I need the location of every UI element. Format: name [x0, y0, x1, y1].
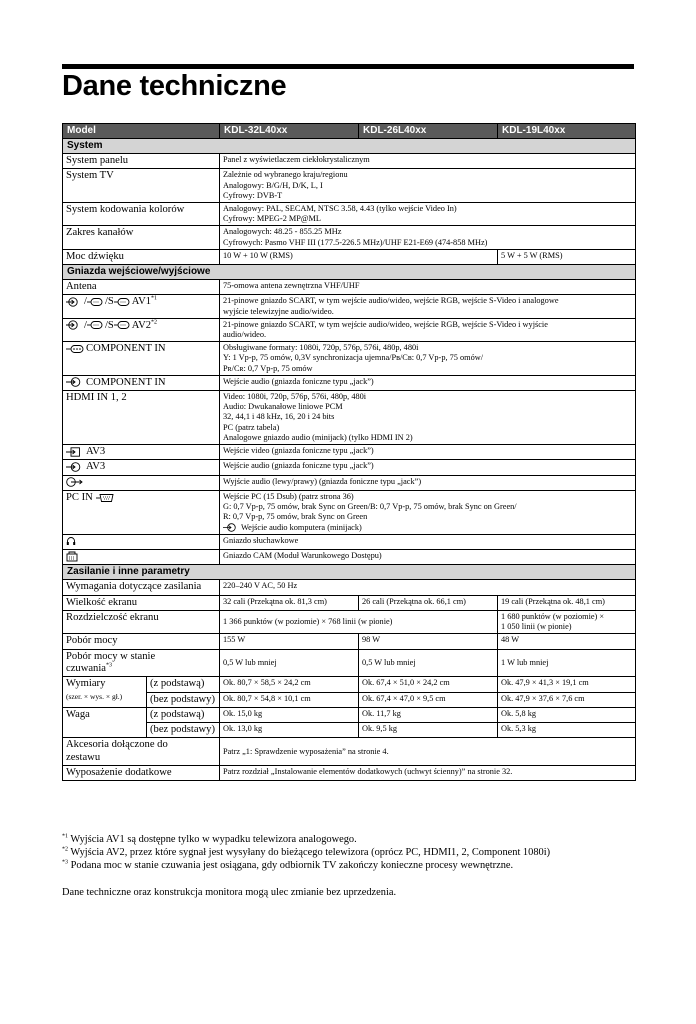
s-video-prefix: /S: [104, 319, 114, 331]
audio-in-icon: [223, 523, 239, 532]
row-value: 98 W: [359, 634, 498, 649]
scart-io-icon: [114, 320, 130, 330]
scart-io-icon: [87, 320, 103, 330]
scart-io-icon: [114, 297, 130, 307]
value-line: Pʀ/Cʀ: 0,7 Vp-p, 75 omów: [223, 363, 313, 373]
table-row: [63, 460, 636, 475]
row-label: [63, 342, 220, 376]
scart-io-icon: [87, 297, 103, 307]
component-video-icon: [66, 344, 84, 354]
footnote-text: Podana moc w stanie czuwania jest osiągana, gdy odbiornik TV zakończy konieczne procesy wewnętrzne.: [70, 860, 514, 871]
row-label: / /S AV2$^{*2}$: [63, 318, 220, 341]
row-value: Ok. 80,7 × 58,5 × 24,2 cm: [220, 677, 359, 692]
row-value: 155 W: [220, 634, 359, 649]
title-rule: [62, 64, 634, 69]
row-label: System kodowania kolorów: [63, 202, 220, 225]
row-value: 1 366 punktów (w poziomie) × 768 linii (w pionie): [220, 610, 498, 633]
audio-in-icon: [66, 377, 84, 387]
table-row: [63, 610, 636, 633]
table-row: [63, 280, 636, 295]
row-value: Ok. 47,9 × 37,6 × 7,6 cm: [498, 692, 636, 707]
value-line: PC (patrz tabela): [223, 422, 280, 432]
section-system: System: [63, 139, 636, 154]
value-line: Video: 1080i, 720p, 576p, 576i, 480p, 480i: [223, 392, 367, 402]
value-line: Cyfrowy: DVB-T: [223, 190, 283, 200]
scart-in-icon: [66, 297, 82, 307]
weight-label: Waga: [66, 708, 90, 720]
row-value: Gniazdo CAM (Moduł Warunkowego Dostępu): [220, 550, 636, 565]
label-line: Wymiary: [66, 678, 106, 690]
page-title: Dane techniczne: [62, 70, 287, 102]
row-value: 0,5 W lub mniej: [220, 649, 359, 677]
row-value: [220, 342, 636, 376]
label-text: czuwania: [66, 662, 106, 674]
footnote-mark: *2: [62, 846, 68, 853]
value-line: 1 050 linii (w pionie): [501, 622, 572, 632]
header-kdl32: KDL-32L40xx: [220, 124, 359, 139]
label-line: Pobór mocy w stanie: [66, 650, 156, 662]
row-label: Wyposażenie dodatkowe: [63, 766, 220, 781]
row-label: Rozdzielczość ekranu: [63, 610, 220, 633]
table-row: [63, 534, 636, 549]
footnote-mark: *3: [62, 859, 68, 866]
section-row: [63, 265, 636, 280]
row-value: [220, 226, 636, 249]
without-stand-label: (bez podstawy): [150, 693, 216, 705]
value-line: 32, 44,1 i 48 kHz, 16, 20 i 24 bits: [223, 412, 335, 422]
table-row: [63, 677, 636, 692]
value-line: Analogowy: B/G/H, D/K, L, I: [223, 180, 323, 190]
footnote-1: [62, 833, 357, 846]
table-row: [63, 634, 636, 649]
row-label: [63, 490, 220, 534]
value-line: G: 0,7 Vp-p, 75 omów, brak Sync on Green/B: 0,7 Vp-p, 75 omów, brak Sync on Green/: [223, 502, 517, 512]
row-value: Ok. 9,5 kg: [359, 723, 498, 738]
row-label: [63, 445, 220, 460]
row-value: [220, 391, 636, 445]
row-value: Patrz „1: Sprawdzenie wyposażenia” na stronie 4.: [220, 738, 636, 766]
with-stand-label: (z podstawą): [147, 677, 219, 692]
value-line: Audio: Dwukanałowe liniowe PCM: [223, 402, 343, 412]
av2-label: AV2: [131, 319, 152, 331]
row-value: [220, 295, 636, 318]
audio-out-icon: [66, 477, 84, 487]
header-model: Model: [63, 124, 220, 139]
row-label: [63, 375, 220, 390]
row-label: Wielkość ekranu: [63, 595, 220, 610]
row-label: [63, 677, 220, 708]
row-value: Wejście video (gniazda foniczne typu „jack”): [220, 445, 636, 460]
value-line: 1 680 punktów (w poziomie) ×: [501, 611, 605, 621]
row-value: [220, 169, 636, 203]
av1-label: AV1: [131, 296, 152, 308]
headphone-icon: [66, 536, 76, 546]
table-row: [63, 226, 636, 249]
table-row: [63, 249, 636, 264]
row-value: 5 W + 5 W (RMS): [498, 249, 636, 264]
av3-audio-label: AV3: [86, 461, 106, 473]
row-value: 1 W lub mniej: [498, 649, 636, 677]
row-label: HDMI IN 1, 2: [63, 391, 220, 445]
row-value: Ok. 5,8 kg: [498, 707, 636, 722]
av3-video-label: AV3: [86, 446, 106, 458]
component-audio-label: COMPONENT IN: [86, 376, 166, 388]
table-row: [63, 154, 636, 169]
row-label: Antena: [63, 280, 220, 295]
row-value: Ok. 47,9 × 41,3 × 19,1 cm: [498, 677, 636, 692]
footnote-text: Wyjścia AV1 są dostępne tylko w wypadku telewizora analogowego.: [70, 834, 357, 845]
value-line: Zależnie od wybranego kraju/regionu: [223, 170, 348, 180]
weight-variants: [146, 708, 219, 738]
label-line: [66, 663, 216, 675]
footnote-3: [62, 859, 513, 872]
row-value: [220, 318, 636, 341]
row-label: System TV: [63, 169, 220, 203]
pc-in-label: PC IN: [66, 491, 93, 503]
cam-slot-icon: [66, 551, 78, 562]
row-value: 75-omowa antena zewnętrzna VHF/UHF: [220, 280, 636, 295]
row-value: [220, 202, 636, 225]
table-row: [63, 595, 636, 610]
scart-in-icon: [66, 320, 82, 330]
value-line: Y: 1 Vp-p, 75 omów, 0,3V synchronizacja ujemna/Pʙ/Cʙ: 0,7 Vp-p, 75 omów/: [223, 353, 484, 363]
value-line: 21-pinowe gniazdo SCART, w tym wejście audio/wideo, wejście RGB, wejście S-Video i wyjście: [223, 319, 548, 329]
row-value: [220, 490, 636, 534]
table-row: [63, 766, 636, 781]
value-line: Cyfrowych: Pasmo VHF III (177.5-226.5 MHz)/UHF E21-E69 (474-858 MHz): [223, 237, 488, 247]
value-line: wyjście telewizyjne audio/wideo.: [223, 306, 334, 316]
section-io: Gniazda wejściowe/wyjściowe: [63, 265, 636, 280]
row-value: Wejście audio (gniazda foniczne typu „jack”): [220, 460, 636, 475]
table-header-row: [63, 124, 636, 139]
row-label: [63, 534, 220, 549]
row-label: Zakres kanałów: [63, 226, 220, 249]
header-kdl19: KDL-19L40xx: [498, 124, 636, 139]
value-line: audio/wideo.: [223, 329, 267, 339]
row-value: 19 cali (Przekątna ok. 48,1 cm): [498, 595, 636, 610]
section-power: Zasilanie i inne parametry: [63, 565, 636, 580]
table-row: [63, 738, 636, 766]
video-in-icon: [66, 447, 84, 457]
row-label: [63, 738, 220, 766]
weight-label-wrap: [63, 708, 219, 738]
spec-table: [62, 123, 636, 781]
audio-in-icon: [66, 462, 84, 472]
value-line: Analogowe gniazdo audio (minijack) (tylko HDMI IN 2): [223, 432, 413, 442]
table-row: [63, 391, 636, 445]
component-label: COMPONENT IN: [86, 343, 166, 355]
label-line: (szer. × wys. × gł.): [66, 691, 123, 701]
value-line: Wejście PC (15 Dsub) (patrz strona 36): [223, 491, 354, 501]
row-value: Ok. 67,4 × 51,0 × 24,2 cm: [359, 677, 498, 692]
row-value: 26 cali (Przekątna ok. 66,1 cm): [359, 595, 498, 610]
value-line: Analogowy: PAL, SECAM, NTSC 3.58, 4.43 (tylko wejście Video In): [223, 203, 457, 213]
row-label: [63, 475, 220, 490]
row-value: Ok. 80,7 × 54,8 × 10,1 cm: [220, 692, 359, 707]
with-stand-label: (z podstawą): [147, 708, 219, 723]
disclaimer: Dane techniczne oraz konstrukcja monitora mogą ulec zmianie bez uprzedzenia.: [62, 887, 397, 898]
table-row: [63, 475, 636, 490]
row-label: Pobór mocy: [63, 634, 220, 649]
table-row: [63, 202, 636, 225]
row-label: [63, 460, 220, 475]
s-video-prefix: /S: [104, 296, 114, 308]
row-value: Panel z wyświetlaczem ciekłokrystalicznym: [220, 154, 636, 169]
row-label: [63, 649, 220, 677]
row-value: Patrz rozdział „Instalowanie elementów dodatkowych (uchwyt ścienny)” na stronie 32.: [220, 766, 636, 781]
table-row: [63, 445, 636, 460]
row-value: Wyjście audio (lewy/prawy) (gniazda foniczne typu „jack”): [220, 475, 636, 490]
section-row: [63, 565, 636, 580]
table-row: [63, 580, 636, 595]
table-row: [63, 169, 636, 203]
dim-label-wrap: [63, 677, 219, 707]
value-line: Analogowych: 48.25 - 855.25 MHz: [223, 227, 342, 237]
table-row: [63, 490, 636, 534]
row-value: Ok. 5,3 kg: [498, 723, 636, 738]
row-label: [63, 707, 220, 738]
value-line: R: 0,7 Vp-p, 75 omów, brak Sync on Green: [223, 512, 368, 522]
table-row: [63, 375, 636, 390]
row-label: Wymagania dotyczące zasilania: [63, 580, 220, 595]
label-line: zestawu: [66, 751, 101, 763]
row-value: 10 W + 10 W (RMS): [220, 249, 498, 264]
header-kdl26: KDL-26L40xx: [359, 124, 498, 139]
without-stand-label: (bez podstawy): [150, 724, 216, 736]
footnote-ref: *2: [151, 319, 158, 326]
row-value: Ok. 67,4 × 47,0 × 9,5 cm: [359, 692, 498, 707]
table-row: [63, 295, 636, 318]
footnote-mark: *1: [62, 833, 68, 840]
section-row: [63, 139, 636, 154]
row-label: Moc dźwięku: [63, 249, 220, 264]
footnote-ref: *1: [151, 295, 158, 302]
dim-label: [63, 677, 146, 707]
row-value: Ok. 15,0 kg: [220, 707, 359, 722]
table-row: [63, 707, 636, 722]
pc-dsub-icon: [96, 493, 114, 503]
row-label: [63, 550, 220, 565]
dim-variants: [146, 677, 219, 707]
value-line: 21-pinowe gniazdo SCART, w tym wejście audio/wideo, wejście RGB, wejście S-Video i analogowe: [223, 296, 559, 306]
row-value: Wejście audio (gniazda foniczne typu „jack”): [220, 375, 636, 390]
table-row: [63, 550, 636, 565]
row-label: / /S AV1$^{*1}$: [63, 295, 220, 318]
row-value: 220–240 V AC, 50 Hz: [220, 580, 636, 595]
label-line: Akcesoria dołączone do: [66, 739, 168, 751]
value-line: Obsługiwane formaty: 1080i, 720p, 576p, 576i, 480p, 480i: [223, 343, 419, 353]
table-row: [63, 342, 636, 376]
row-label: System panelu: [63, 154, 220, 169]
row-value: [498, 610, 636, 633]
footnote-2: [62, 846, 550, 859]
table-row: [63, 318, 636, 341]
table-row: [63, 649, 636, 677]
row-value: Ok. 13,0 kg: [220, 723, 359, 738]
row-value: 48 W: [498, 634, 636, 649]
value-line: [223, 523, 632, 533]
row-value: Gniazdo słuchawkowe: [220, 534, 636, 549]
footnote-ref: *3: [106, 662, 112, 669]
row-value: 32 cali (Przekątna ok. 81,3 cm): [220, 595, 359, 610]
footnote-text: Wyjścia AV2, przez które sygnał jest wysyłany do bieżącego telewizora (oprócz PC, HDMI1, 2, Component 1080i): [70, 847, 551, 858]
value-line: Cyfrowy: MPEG-2 MP@ML: [223, 214, 321, 224]
row-value: Ok. 11,7 kg: [359, 707, 498, 722]
pc-audio-text: Wejście audio komputera (minijack): [241, 522, 362, 532]
row-value: 0,5 W lub mniej: [359, 649, 498, 677]
